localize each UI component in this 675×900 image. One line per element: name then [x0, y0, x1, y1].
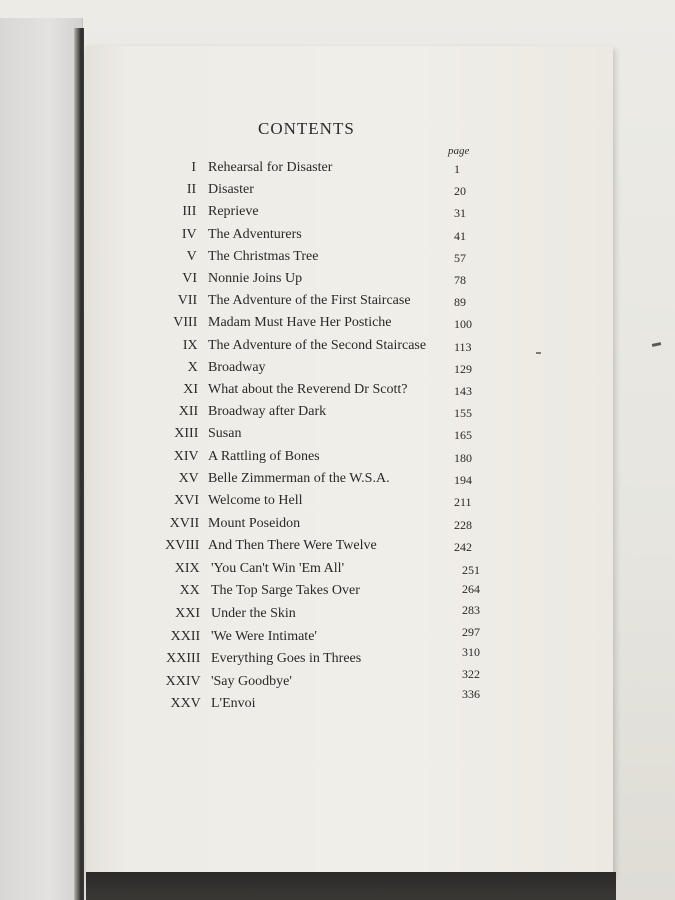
chapter-title: Madam Must Have Her Postiche	[208, 315, 392, 330]
chapter-number: XXII	[170, 629, 201, 644]
toc-entry	[0, 645, 675, 669]
chapter-title: L'Envoi	[211, 696, 256, 711]
chapter-number: VII	[177, 293, 198, 308]
chapter-page-number: 180	[454, 451, 472, 465]
chapter-title: A Rattling of Bones	[208, 449, 320, 464]
chapter-page-number: 89	[454, 295, 466, 309]
chapter-number: IX	[182, 338, 198, 353]
toc-entry	[0, 338, 675, 356]
chapter-page-number: 251	[462, 563, 480, 577]
chapter-page-number: 242	[454, 540, 472, 554]
toc-entry	[0, 666, 675, 692]
chapter-title: Nonnie Joins Up	[208, 271, 303, 286]
chapter-title: What about the Reverend Dr Scott?	[208, 382, 408, 397]
chapter-number: XXIV	[165, 674, 201, 689]
chapter-title: And Then There Were Twelve	[208, 538, 377, 553]
chapter-page-number: 129	[454, 362, 472, 376]
chapter-number: XV	[178, 471, 199, 486]
chapter-title: Broadway	[208, 360, 266, 375]
toc-entry	[0, 449, 675, 467]
chapter-title: Disaster	[208, 182, 254, 197]
chapter-title: Everything Goes in Threes	[211, 651, 362, 666]
chapter-page-number: 310	[462, 645, 480, 659]
chapter-number: XVII	[169, 516, 200, 531]
toc-entry	[0, 404, 675, 422]
page-title: CONTENTS	[258, 119, 355, 138]
toc-entry	[0, 687, 675, 714]
toc-entry	[0, 624, 675, 647]
chapter-title: The Top Sarge Takes Over	[211, 583, 360, 598]
chapter-page-number: 1	[454, 162, 460, 176]
page-column-label: page	[448, 145, 470, 157]
chapter-number: XXV	[170, 696, 201, 711]
chapter-number: XIX	[174, 561, 200, 576]
toc-entry	[0, 603, 675, 624]
chapter-page-number: 264	[462, 581, 480, 596]
chapter-number: XVI	[174, 493, 199, 508]
chapter-page-number: 211	[454, 495, 472, 509]
toc-entry	[0, 426, 675, 444]
chapter-page-number: 100	[454, 317, 472, 331]
chapter-number: II	[186, 182, 197, 197]
chapter-title: Welcome to Hell	[208, 493, 303, 508]
chapter-number: XI	[183, 382, 198, 397]
chapter-title: 'Say Goodbye'	[211, 674, 292, 689]
chapter-page-number: 20	[454, 184, 466, 198]
toc-entry	[0, 471, 675, 489]
chapter-page-number: 113	[454, 340, 472, 354]
toc-entry	[0, 493, 675, 511]
chapter-page-number: 57	[454, 251, 466, 265]
chapter-title: The Adventure of the First Staircase	[208, 293, 411, 308]
chapter-title: Rehearsal for Disaster	[208, 160, 333, 175]
chapter-title: The Adventurers	[208, 227, 302, 242]
chapter-number: XXIII	[166, 651, 201, 666]
chapter-title: Mount Poseidon	[208, 516, 301, 531]
toc-entry	[0, 227, 675, 245]
chapter-number: I	[191, 160, 196, 175]
chapter-number: XX	[179, 583, 200, 598]
chapter-title: Belle Zimmerman of the W.S.A.	[208, 471, 390, 486]
chapter-page-number: 165	[454, 428, 472, 442]
chapter-title: 'You Can't Win 'Em All'	[211, 561, 345, 576]
chapter-page-number: 322	[462, 666, 480, 681]
chapter-number: XII	[178, 404, 199, 419]
toc-entry	[0, 249, 675, 267]
chapter-number: III	[182, 204, 197, 219]
chapter-number: V	[186, 249, 197, 264]
chapter-page-number: 297	[462, 624, 480, 639]
chapter-title: Under the Skin	[211, 606, 296, 621]
chapter-number: X	[187, 360, 198, 375]
chapter-number: VIII	[173, 315, 198, 330]
toc-entry	[0, 160, 675, 178]
chapter-number: VI	[182, 271, 197, 286]
chapter-title: The Adventure of the Second Staircase	[208, 338, 427, 353]
toc-entry	[0, 382, 675, 400]
chapter-page-number: 194	[454, 473, 472, 487]
chapter-number: XIII	[174, 426, 199, 441]
chapter-page-number: 336	[462, 687, 480, 701]
chapter-number: XXI	[175, 606, 200, 621]
toc-entry	[0, 271, 675, 289]
chapter-page-number: 228	[454, 518, 472, 532]
chapter-page-number: 31	[454, 206, 466, 220]
toc-entry	[0, 583, 675, 601]
chapter-number: IV	[181, 227, 197, 242]
chapter-page-number: 155	[454, 406, 472, 420]
chapter-number: XIV	[173, 449, 199, 464]
toc-entry	[0, 204, 675, 222]
toc-entry	[0, 516, 675, 534]
toc-entry	[0, 561, 675, 579]
chapter-title: The Christmas Tree	[208, 249, 319, 264]
toc-entry	[0, 538, 675, 556]
toc-entry	[0, 360, 675, 378]
chapter-number: XVIII	[165, 538, 200, 553]
toc-entry	[0, 315, 675, 333]
toc-entry	[0, 182, 675, 200]
chapter-page-number: 41	[454, 229, 466, 243]
chapter-title: 'We Were Intimate'	[211, 629, 317, 644]
chapter-page-number: 78	[454, 273, 466, 287]
chapter-title: Susan	[208, 426, 242, 441]
toc-entry	[0, 293, 675, 311]
chapter-title: Broadway after Dark	[208, 404, 327, 419]
chapter-title: Reprieve	[208, 204, 259, 219]
chapter-page-number: 283	[462, 603, 480, 617]
chapter-page-number: 143	[454, 384, 472, 398]
